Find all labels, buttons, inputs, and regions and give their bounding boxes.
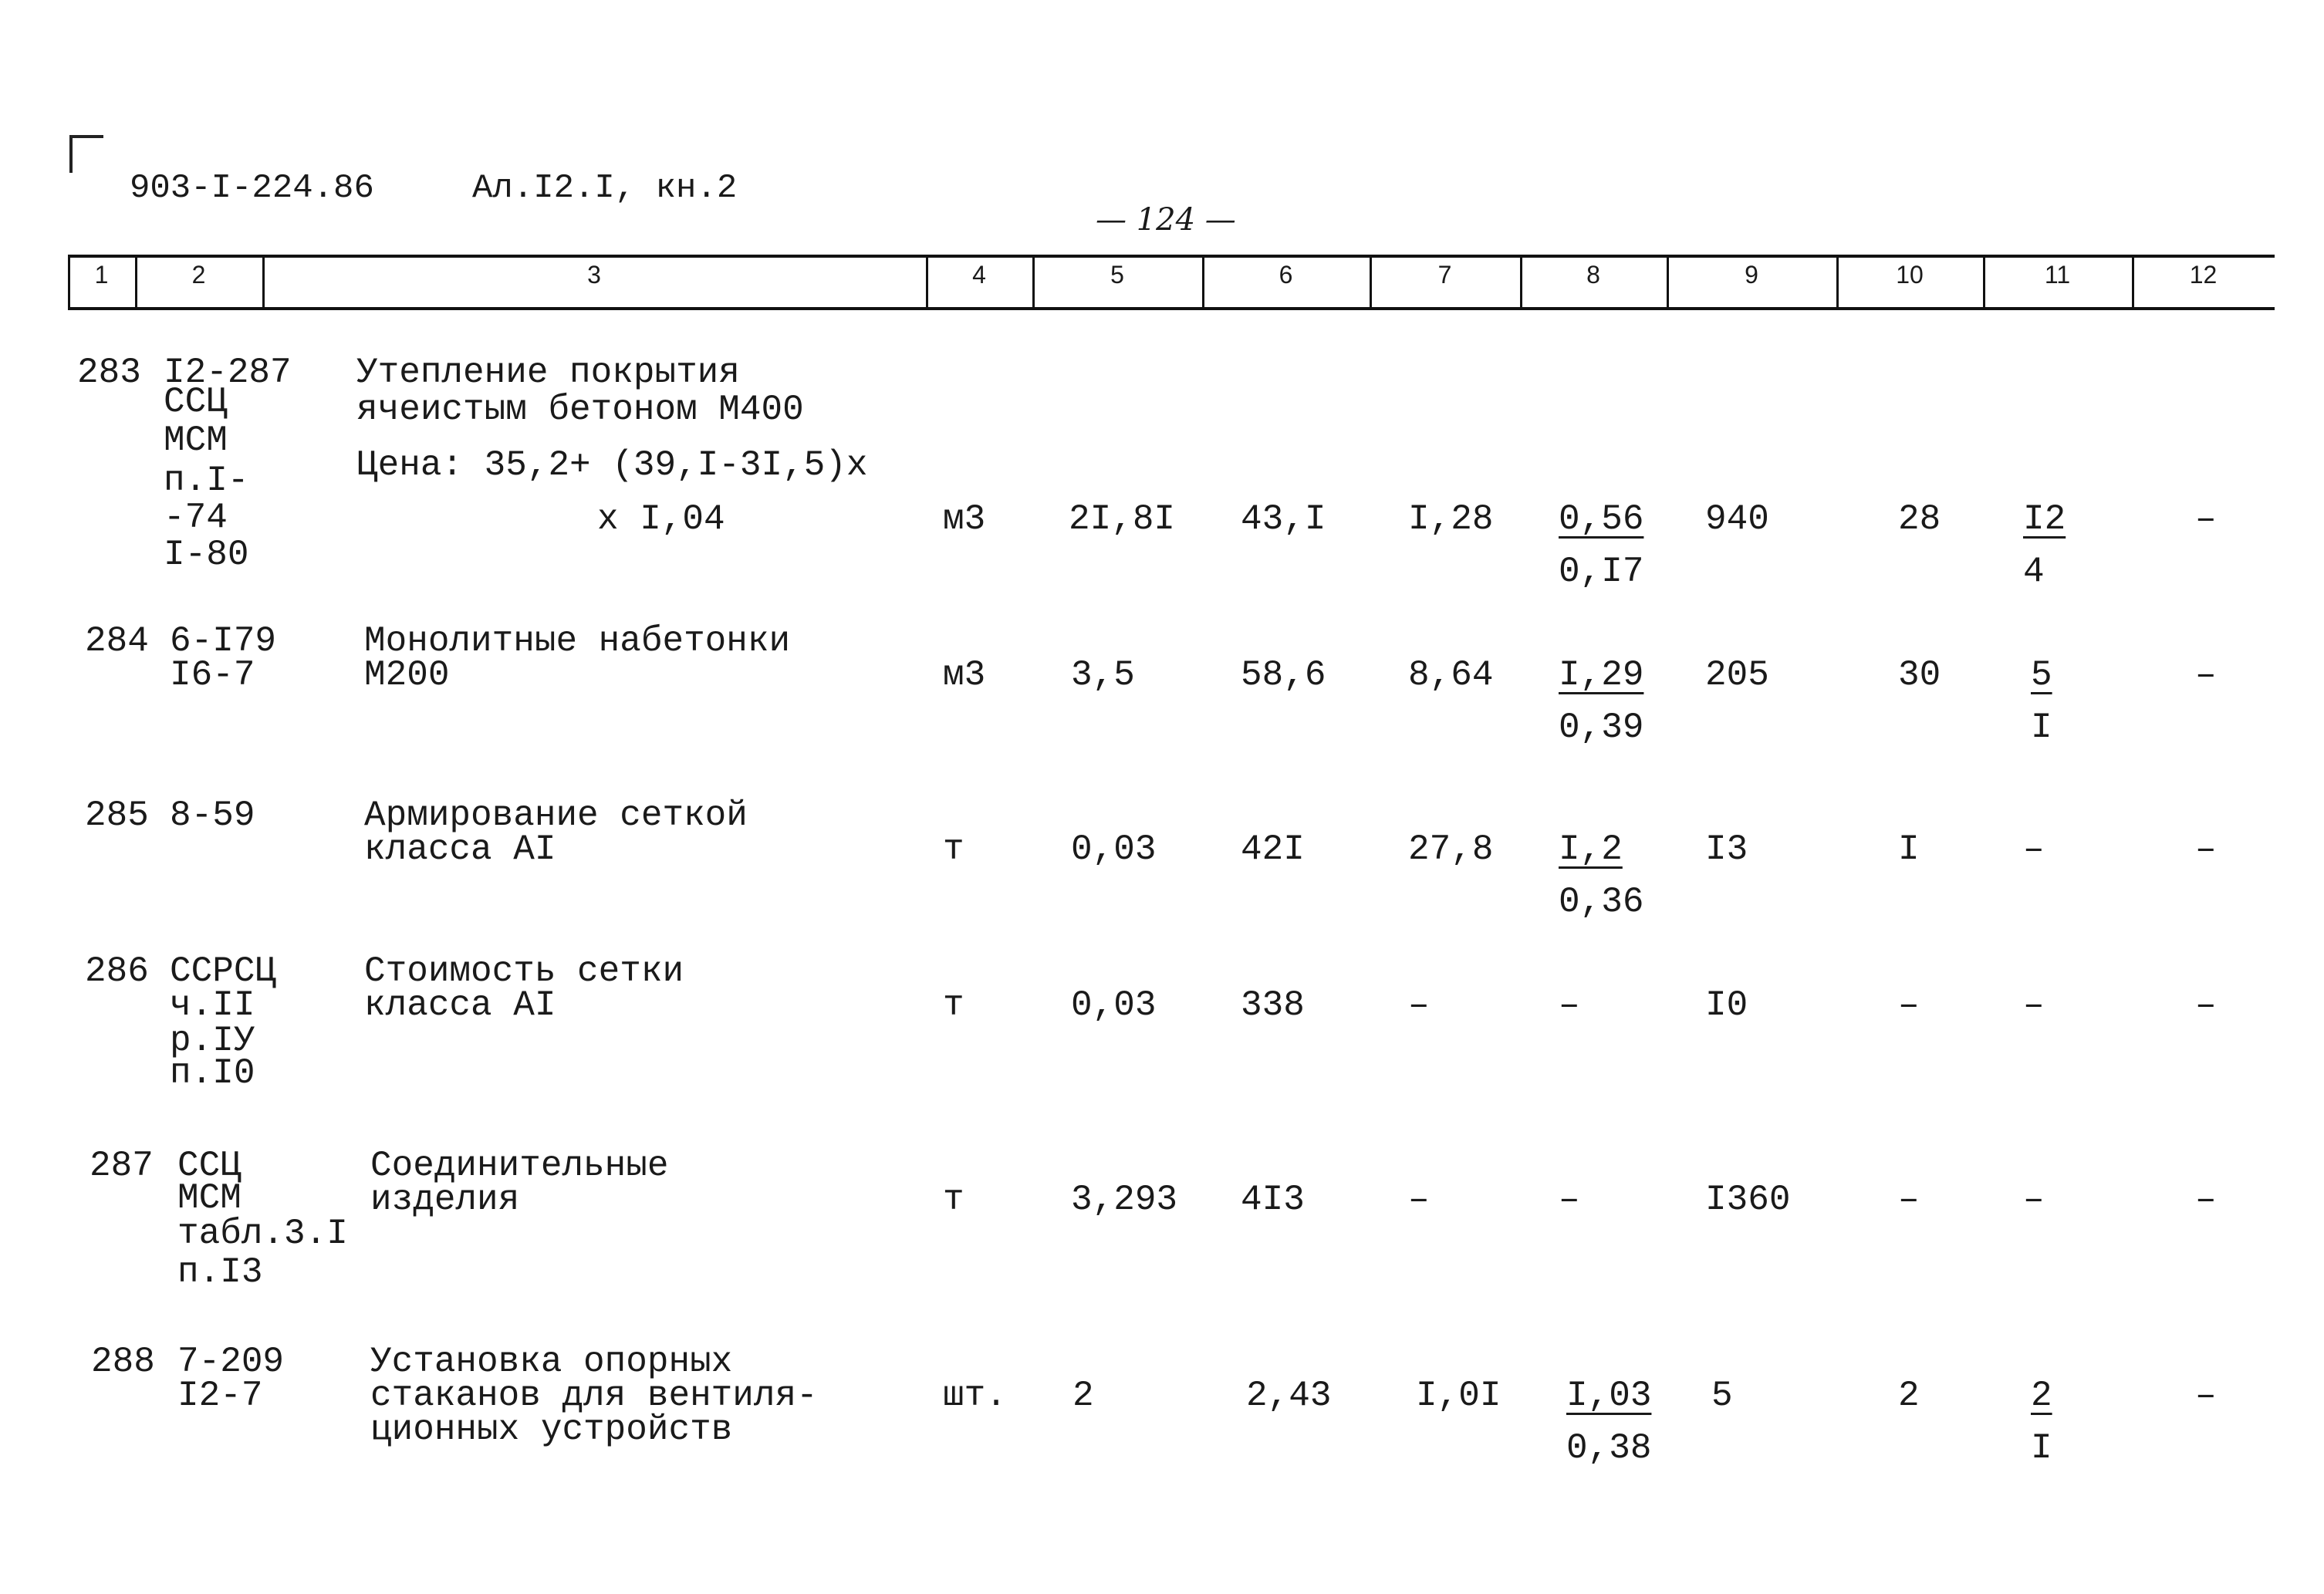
row-number: 283	[77, 353, 141, 393]
unit-cell: т	[943, 1180, 964, 1220]
col7-cell: –	[1408, 985, 1430, 1025]
col10-cell: I	[1898, 829, 1920, 870]
code-line: -74	[164, 498, 228, 538]
col10-cell: –	[1898, 1180, 1920, 1220]
row-number: 287	[90, 1146, 154, 1186]
item-name-line: Монолитные набетонки	[364, 621, 791, 661]
row-number: 284	[85, 621, 149, 661]
code-line: 6-I79	[170, 621, 277, 661]
item-name-line: стаканов для вентиля-	[370, 1376, 818, 1416]
album-label: Ал.I2.I, кн.2	[472, 169, 738, 208]
col8-cell: –	[1559, 985, 1580, 1025]
item-name-line: ячеистым бетоном М400	[356, 390, 804, 430]
price-note-line: Цена: 35,2+ (39,I-3I,5)х	[356, 445, 868, 485]
column-number-7: 7	[1437, 261, 1452, 289]
unit-cell: т	[943, 829, 964, 870]
col11-bottom-cell: I	[2031, 1428, 2052, 1468]
code-line: ч.II	[170, 985, 255, 1025]
code-line: ССЦ	[164, 382, 228, 422]
col8-bottom-cell: 0,39	[1559, 708, 1644, 748]
unit-cost-cell: 43,I	[1241, 499, 1326, 539]
col9-cell: 205	[1705, 655, 1769, 695]
quantity-cell: 2I,8I	[1069, 499, 1176, 539]
col10-cell: 30	[1898, 655, 1941, 695]
col12-cell: –	[2195, 655, 2217, 695]
row-number: 285	[85, 795, 149, 836]
col11-top-cell: 2	[2031, 1376, 2052, 1416]
item-name-line: изделия	[370, 1180, 520, 1220]
col7-cell: I,28	[1408, 499, 1494, 539]
col8-top-cell: I,29	[1559, 655, 1644, 695]
code-line: ССРСЦ	[170, 951, 277, 991]
unit-cell: т	[943, 985, 964, 1025]
row-number: 288	[91, 1342, 155, 1382]
item-name-line: класса АI	[364, 829, 556, 870]
col11-top-cell: I2	[2023, 499, 2066, 539]
column-number-11: 11	[2044, 261, 2071, 289]
code-line: р.IУ	[170, 1021, 255, 1061]
col11-bottom-cell: I	[2031, 708, 2052, 748]
column-number-10: 10	[1896, 261, 1924, 289]
col7-cell: I,0I	[1416, 1376, 1501, 1416]
quantity-cell: 3,5	[1071, 655, 1135, 695]
col11-cell: –	[2023, 985, 2045, 1025]
col12-cell: –	[2195, 499, 2217, 539]
unit-cost-cell: 338	[1241, 985, 1305, 1025]
col9-cell: 5	[1711, 1376, 1733, 1416]
corner-mark	[69, 135, 103, 173]
code-line: МСМ	[164, 420, 228, 461]
column-number-1: 1	[94, 261, 109, 289]
col10-cell: –	[1898, 985, 1920, 1025]
unit-cost-cell: 42I	[1241, 829, 1305, 870]
column-number-2: 2	[191, 261, 206, 289]
column-number-9: 9	[1745, 261, 1758, 289]
item-name-line: класса АI	[364, 985, 556, 1025]
quantity-cell: 0,03	[1071, 829, 1157, 870]
table-header-rule	[68, 307, 2275, 310]
code-line: I2-287	[164, 353, 292, 393]
unit-cost-cell: 58,6	[1241, 655, 1326, 695]
unit-cell: шт.	[943, 1376, 1007, 1416]
col9-cell: 940	[1705, 499, 1769, 539]
col9-cell: I0	[1705, 985, 1748, 1025]
code-line: табл.3.I	[177, 1214, 348, 1254]
unit-cost-cell: 4I3	[1241, 1180, 1305, 1220]
code-line: 7-209	[177, 1342, 285, 1382]
table-top-rule	[68, 255, 2275, 258]
code-line: ССЦ	[177, 1146, 242, 1186]
col10-cell: 2	[1898, 1376, 1920, 1416]
item-name-line: ционных устройств	[370, 1410, 733, 1450]
column-number-5: 5	[1110, 261, 1124, 289]
col9-cell: I360	[1705, 1180, 1791, 1220]
column-number-8: 8	[1586, 261, 1600, 289]
code-line: п.I0	[170, 1053, 255, 1093]
quantity-cell: 2	[1072, 1376, 1094, 1416]
column-number-3: 3	[587, 261, 601, 289]
quantity-cell: 0,03	[1071, 985, 1157, 1025]
col8-cell: –	[1559, 1180, 1580, 1220]
unit-cell: м3	[943, 655, 986, 695]
item-name-line: Армирование сеткой	[364, 795, 748, 836]
column-number-4: 4	[972, 261, 986, 289]
col7-cell: –	[1408, 1180, 1430, 1220]
col11-top-cell: 5	[2031, 655, 2052, 695]
row-number: 286	[85, 951, 149, 991]
code-line: п.I-	[164, 461, 249, 501]
col12-cell: –	[2195, 985, 2217, 1025]
col8-bottom-cell: 0,36	[1559, 882, 1644, 922]
item-name-line: Соединительные	[370, 1146, 669, 1186]
column-number-12: 12	[2189, 261, 2218, 289]
code-line: 8-59	[170, 795, 255, 836]
item-name-line: Утепление покрытия	[356, 353, 740, 393]
col8-top-cell: 0,56	[1559, 499, 1644, 539]
col8-bottom-cell: 0,38	[1566, 1428, 1652, 1468]
col12-cell: –	[2195, 1376, 2217, 1416]
unit-cell: м3	[943, 499, 986, 539]
col7-cell: 27,8	[1408, 829, 1494, 870]
code-line: I-80	[164, 535, 249, 575]
item-name-line: Стоимость сетки	[364, 951, 684, 991]
col12-cell: –	[2195, 829, 2217, 870]
page-number: — 124 —	[1096, 202, 1236, 238]
code-line: I6-7	[170, 655, 255, 695]
column-number-6: 6	[1279, 261, 1293, 289]
doc-code: 903-I-224.86	[130, 169, 374, 208]
price-note-line: х I,04	[597, 499, 725, 539]
item-name-line: М200	[364, 655, 450, 695]
col12-cell: –	[2195, 1180, 2217, 1220]
col9-cell: I3	[1705, 829, 1748, 870]
quantity-cell: 3,293	[1071, 1180, 1178, 1220]
item-name-line: Установка опорных	[370, 1342, 733, 1382]
code-line: МСМ	[177, 1178, 242, 1218]
col11-cell: –	[2023, 829, 2045, 870]
col8-top-cell: I,03	[1566, 1376, 1652, 1416]
unit-cost-cell: 2,43	[1246, 1376, 1332, 1416]
col11-bottom-cell: 4	[2023, 552, 2045, 592]
code-line: п.I3	[177, 1252, 263, 1292]
col8-bottom-cell: 0,I7	[1559, 552, 1644, 592]
col10-cell: 28	[1898, 499, 1941, 539]
code-line: I2-7	[177, 1376, 263, 1416]
col11-cell: –	[2023, 1180, 2045, 1220]
col7-cell: 8,64	[1408, 655, 1494, 695]
col8-top-cell: I,2	[1559, 829, 1623, 870]
